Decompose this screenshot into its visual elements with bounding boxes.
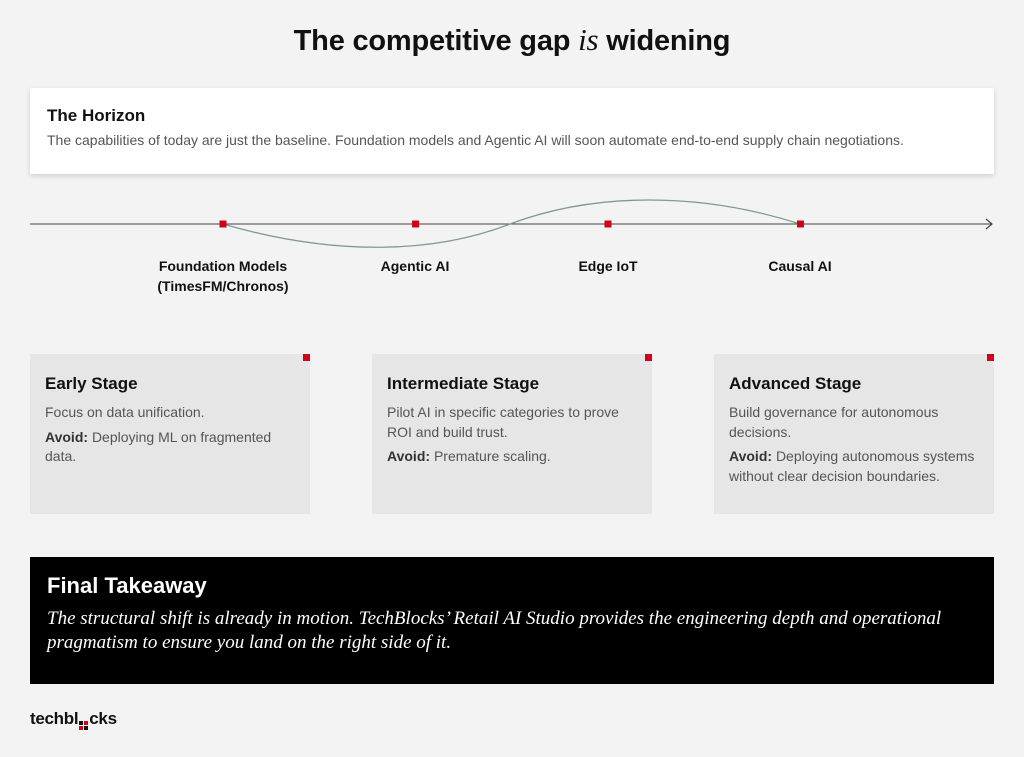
milestone-label-agentic-ai [330,256,500,276]
avoid-label: Avoid: [45,428,89,445]
red-square-icon [645,354,652,361]
stage-card-advanced [714,354,994,514]
milestone-line1: Agentic AI [380,258,450,274]
milestone-line1: Causal AI [768,258,832,274]
timeline [0,190,1024,260]
stage-avoid [387,447,637,467]
logo-text-end: cks [89,709,117,728]
stage-title: Advanced Stage [729,374,862,393]
logo-text-start: techbl [30,709,79,728]
milestone-label-foundation-models [138,256,308,296]
avoid-text: Deploying autonomous systems without clear decision boundaries. [729,448,975,484]
stage-card-intermediate [372,354,652,514]
horizon-title: The Horizon [47,106,146,125]
title-start: The competitive gap [293,25,571,57]
red-square-icon [987,354,994,361]
avoid-text: Deploying ML on fragmented data. [45,428,272,464]
horizon-body: The capabilities of today are just the baseline. Foundation models and Agentic AI will soon automate end-to-end supply chain negotiations. [47,132,904,148]
stage-focus: Build governance for autonomous decisions. [729,404,939,440]
stage-focus: Pilot AI in specific categories to prove ROI and build trust. [387,404,619,440]
final-takeaway [30,557,994,684]
milestone-line2: (TimesFM/Chronos) [157,278,289,294]
page-title [0,22,1024,58]
stage-focus: Focus on data unification. [45,404,205,420]
timeline-node [220,221,227,228]
takeaway-title: Final Takeaway [47,573,207,598]
milestone-line1: Edge IoT [578,258,638,274]
stage-title: Early Stage [45,374,138,393]
stage-avoid [45,428,295,467]
timeline-node [797,221,804,228]
red-square-icon [303,354,310,361]
avoid-label: Avoid: [729,448,773,464]
stage-avoid [729,447,979,486]
grid-blocks-icon [79,721,88,730]
timeline-node [412,221,419,228]
techblocks-logo [30,709,117,730]
stage-title: Intermediate Stage [387,374,540,393]
milestone-line1: Foundation Models [158,258,288,274]
timeline-node [605,221,612,228]
stage-card-early [30,354,310,514]
milestone-label-edge-iot [523,256,693,276]
avoid-label: Avoid: [387,448,431,464]
milestone-label-causal-ai [715,256,885,276]
avoid-text: Premature scaling. [433,448,551,464]
horizon-card [30,88,994,174]
title-end: widening [606,25,731,57]
takeaway-body: The structural shift is already in motion. TechBlocks’ Retail AI Studio provides the engineering depth and operational pragmatism to ensure you land on the right side of it. [47,608,942,653]
title-emphasis: is [578,22,599,57]
